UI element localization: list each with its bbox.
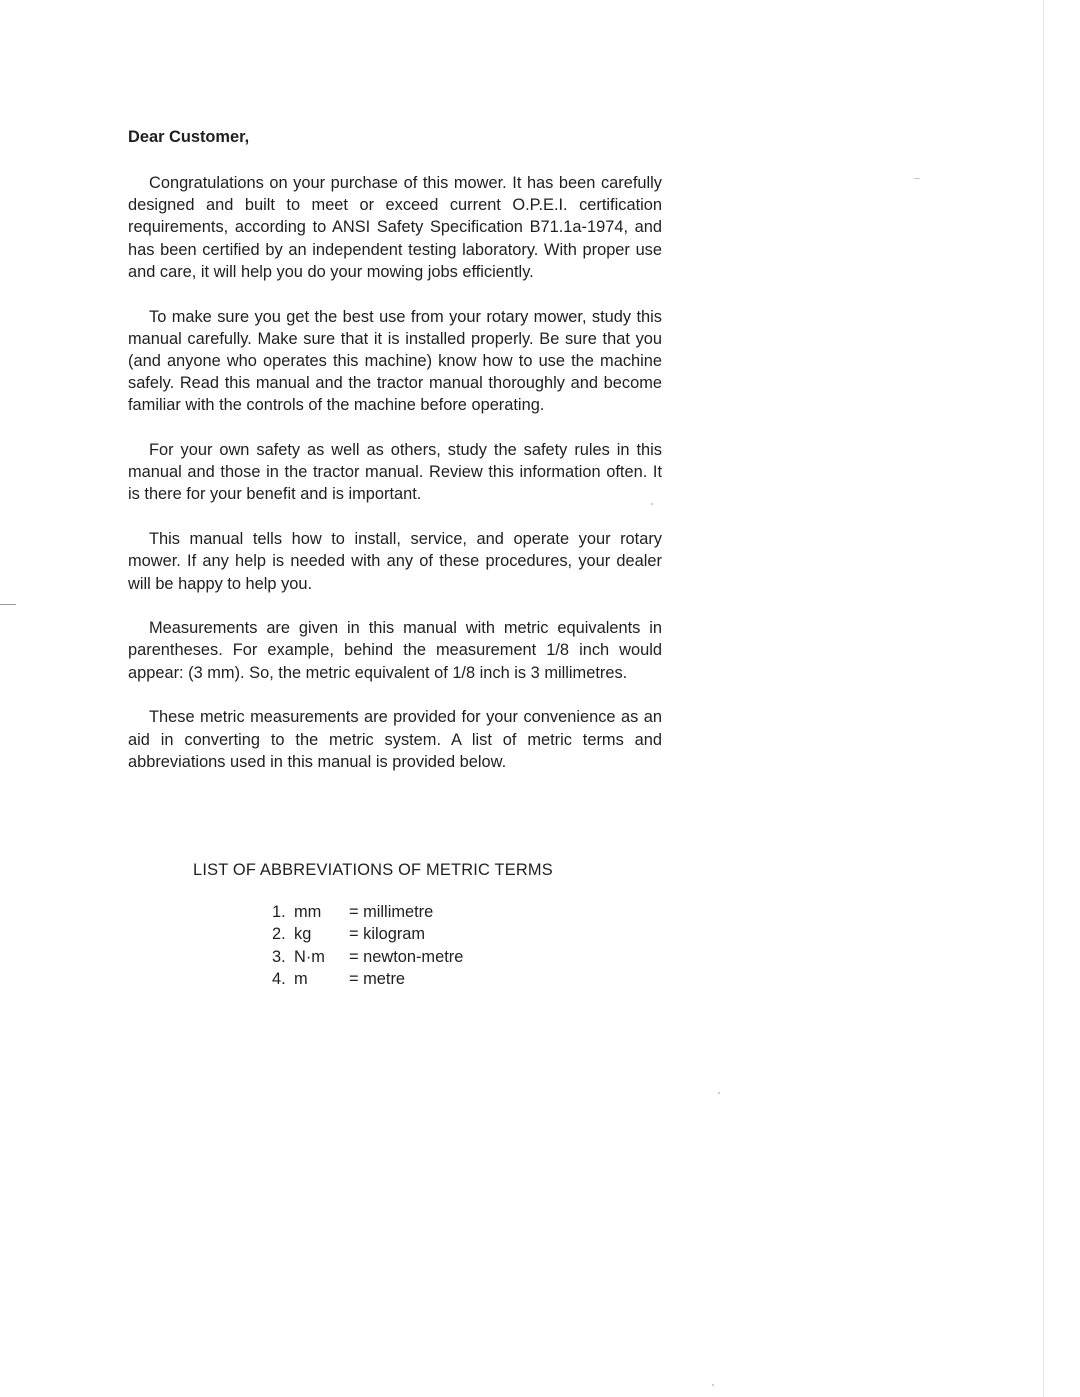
- scan-speck: [712, 1384, 714, 1386]
- list-item: [272, 946, 463, 968]
- list-item: [272, 968, 463, 990]
- item-number: 3.: [272, 947, 286, 966]
- paragraph-study-manual: To make sure you get the best use from your rotary mower, study this manual carefully. Make sure that it is installed properly. Be sure that you (and anyone who operates this machine) know how to use the machine safely. Read this manual and the tractor manual thoroughly and become familiar with the controls of the machine before operating.: [128, 307, 662, 415]
- item-number: 1.: [272, 903, 286, 921]
- item-definition: = kilogram: [349, 925, 426, 944]
- item-term: mm: [294, 903, 322, 921]
- scan-speck: [651, 503, 653, 505]
- scan-edge-line: [1043, 0, 1044, 1397]
- paragraph-safety: For your own safety as well as others, study the safety rules in this manual and those in the tractor manual. Review this information often. It is there for your benefit and is important.: [128, 441, 662, 504]
- item-term: N·m: [294, 947, 325, 966]
- item-term: kg: [294, 925, 312, 944]
- paragraph-measurements: Measurements are given in this manual with metric equivalents in parentheses. For example, behind the measurement 1/8 inch would appear: (3 mm). So, the metric equivalent of 1/8 inch is 3 millimetres.: [128, 619, 662, 682]
- paragraph-metric-convenience: These metric measurements are provided for your convenience as an aid in converting to the metric system. A list of metric terms and abbreviations used in this manual is provided below.: [128, 708, 662, 771]
- item-number: 2.: [272, 925, 286, 944]
- abbreviations-title: LIST OF ABBREVIATIONS OF METRIC TERMS: [193, 861, 553, 879]
- paragraph-congratulations: Congratulations on your purchase of this mower. It has been carefully designed and built to meet or exceed current O.P.E.I. certification requirements, according to ANSI Safety Specification B71.1a-1974, and has been certified by an independent testing laboratory. With proper use and care, it will help you do your mowing jobs efficiently.: [128, 174, 662, 281]
- abbreviations-list: [272, 901, 463, 991]
- scan-speck: [718, 1092, 720, 1094]
- item-term: m: [294, 970, 308, 989]
- item-definition: = newton-metre: [349, 947, 464, 966]
- greeting: Dear Customer,: [128, 128, 250, 146]
- margin-mark: [0, 604, 16, 605]
- letter-body: [128, 126, 662, 795]
- list-item: [272, 923, 463, 945]
- item-number: 4.: [272, 970, 286, 989]
- item-definition: = millimetre: [349, 903, 434, 921]
- paragraph-manual-scope: This manual tells how to install, service, and operate your rotary mower. If any help is needed with any of these procedures, your dealer will be happy to help you.: [128, 530, 662, 593]
- item-definition: = metre: [349, 970, 406, 989]
- scan-speck: [914, 178, 920, 179]
- list-item: [272, 901, 463, 923]
